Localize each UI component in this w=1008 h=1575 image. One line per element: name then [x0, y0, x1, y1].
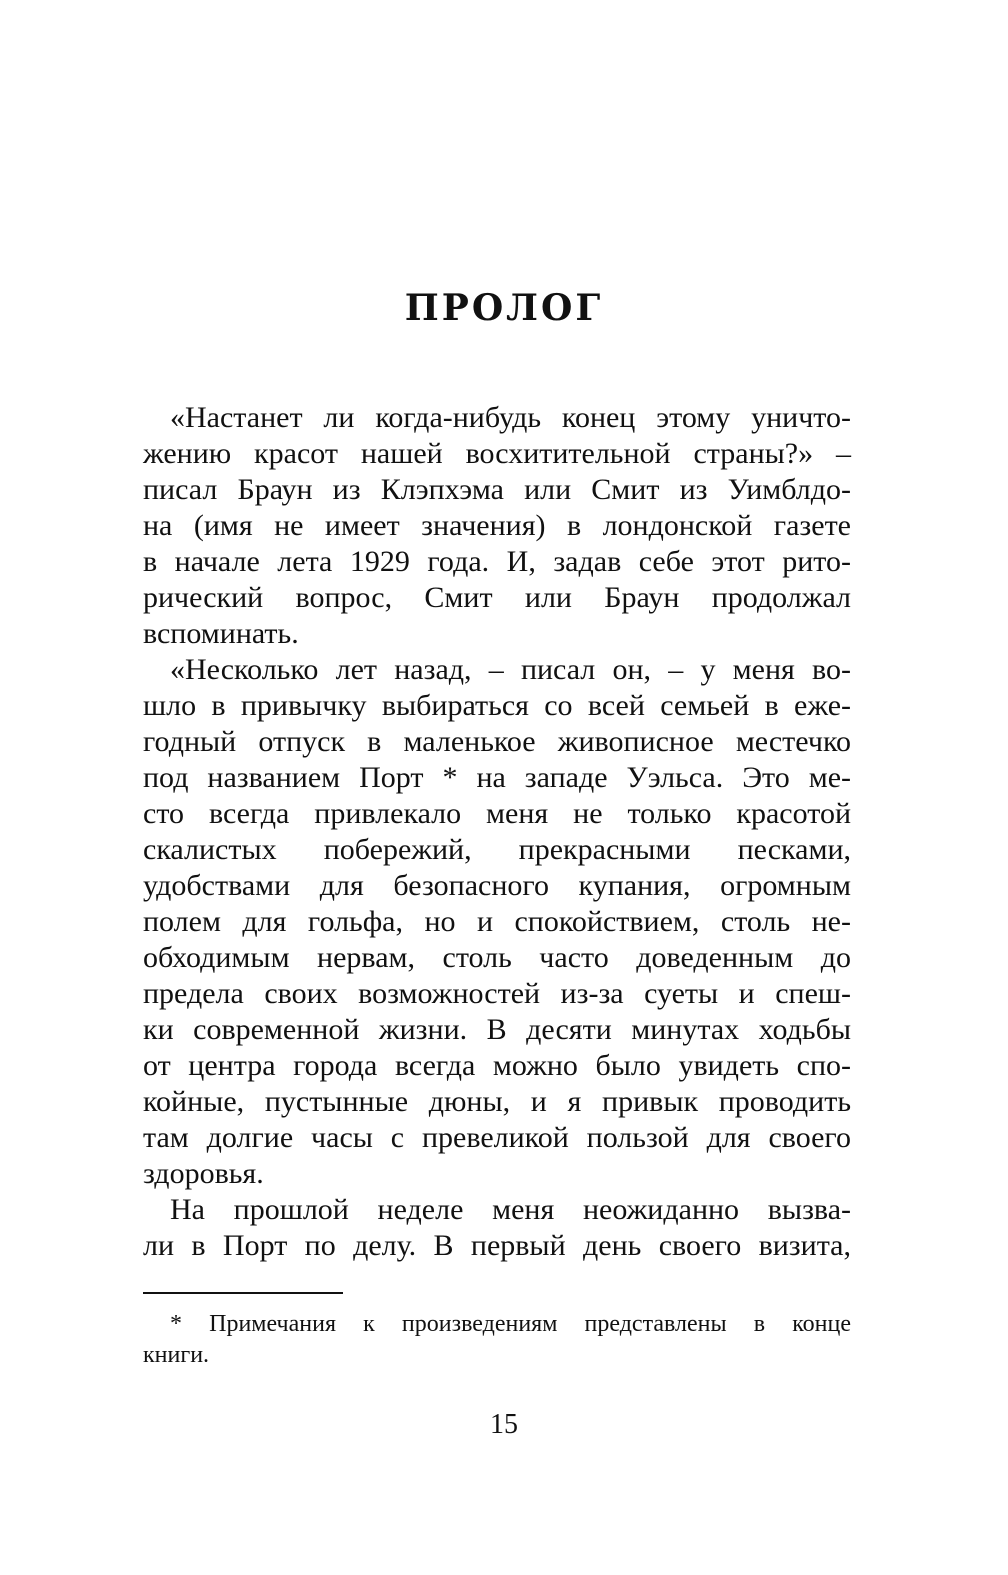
body-line: скалистых побережий, прекрасными песками, — [143, 833, 851, 866]
body-line: удобствами для безопасного купания, огромным — [143, 869, 851, 902]
body-line: под названием Порт * на западе Уэльса. Это ме- — [143, 761, 851, 794]
page-number: 15 — [490, 1409, 518, 1440]
body-line: годный отпуск в маленькое живописное местечко — [143, 725, 851, 758]
footnote-separator — [143, 1292, 343, 1294]
body-line: вспоминать. — [143, 617, 299, 650]
body-line: здоровья. — [143, 1157, 264, 1190]
body-line: обходимым нервам, столь часто доведенным до — [143, 941, 851, 974]
body-line: шло в привычку выбираться со всей семьей в еже- — [143, 689, 851, 722]
footnote-text: книги. — [143, 1342, 210, 1368]
body-line: писал Браун из Клэпхэма или Смит из Уимблдо- — [143, 473, 851, 506]
body-line: жению красот нашей восхитительной страны?» – — [143, 437, 851, 470]
body-line: в начале лета 1929 года. И, задав себе этот рито- — [143, 545, 851, 578]
chapter-title: ПРОЛОГ — [404, 287, 604, 329]
body-line: сто всегда привлекало меня не только красотой — [143, 797, 851, 830]
body-line: на (имя не имеет значения) в лондонской газете — [143, 509, 851, 542]
body-line: ки современной жизни. В десяти минутах ходьбы — [143, 1013, 851, 1046]
body-line: рический вопрос, Смит или Браун продолжал — [143, 581, 851, 614]
body-line: На прошлой неделе меня неожиданно вызва- — [170, 1193, 851, 1226]
body-line: предела своих возможностей из-за суеты и спеш- — [143, 977, 851, 1010]
body-line: «Настанет ли когда-нибудь конец этому уничто- — [170, 401, 851, 434]
body-line: полем для гольфа, но и спокойствием, столь не- — [143, 905, 851, 938]
body-line: там долгие часы с превеликой пользой для своего — [143, 1121, 851, 1154]
body-line: от центра города всегда можно было увидеть спо- — [143, 1049, 851, 1082]
footnote-text: * Примечания к произведениям представлены в конце — [170, 1311, 851, 1337]
body-line: койные, пустынные дюны, и я привык проводить — [143, 1085, 851, 1118]
body-line: «Несколько лет назад, – писал он, – у меня во- — [170, 653, 851, 686]
body-line: ли в Порт по делу. В первый день своего визита, — [143, 1229, 851, 1262]
